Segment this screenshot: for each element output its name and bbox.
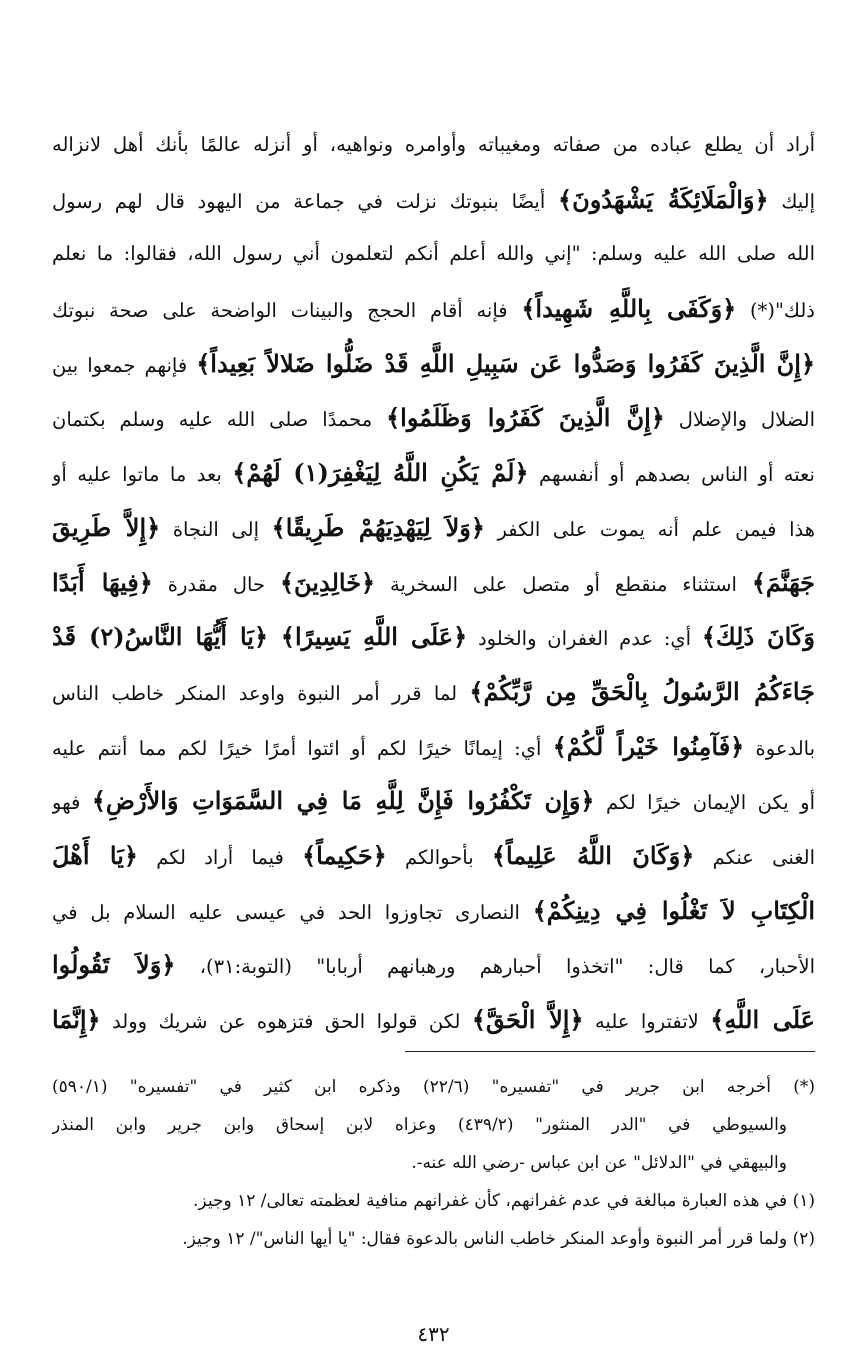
text-line <box>52 720 815 775</box>
text-line <box>52 337 815 392</box>
text-line <box>52 993 815 1048</box>
quran-verse: ﴿وَالْمَلَائِكَةُ يَشْهَدُونَ﴾ <box>558 184 769 214</box>
text-line <box>52 938 815 993</box>
text-line <box>52 118 815 173</box>
commentary-text: أو يكن الإيمان خيرًا لكم <box>594 791 815 815</box>
quran-verse: ﴿إِلاَّ طَرِيقَ <box>52 512 161 542</box>
commentary-text: لكن قولوا الحق فتزهوه عن شريك وولد <box>100 1010 472 1033</box>
commentary-text: حال مقدرة <box>152 572 280 596</box>
quran-verse: جَاءَكُمُ الرَّسُولُ بِالْحَقِّ مِن رَّبِّكُمْ﴾ <box>469 676 815 706</box>
text-line <box>52 501 815 556</box>
quran-verse: ﴿يَا أَهْلَ <box>52 840 138 870</box>
commentary-text: ذلك"(*) <box>736 299 815 323</box>
commentary-text: أي: إيمانًا خيرًا لكم أو ائتوا أمرًا خيرًا لكم مما أنتم عليه <box>52 736 553 760</box>
text-line <box>52 282 815 337</box>
quran-verse: ﴿وَكَفَى بِاللَّهِ شَهِيداً﴾ <box>521 294 737 324</box>
footnote-line: (*) أخرجه ابن جرير في "تفسيره" (٢٢/٦) وذكره ابن كثير في "تفسيره" (٥٩٠/١) <box>52 1077 815 1097</box>
quran-verse: ﴿حَكِيماً﴾ <box>302 840 387 870</box>
commentary-text: فإنهم جمعوا بين <box>52 353 197 377</box>
commentary-text: فهو <box>52 791 92 815</box>
commentary-text: استثناء منقطع أو متصل على السخرية <box>375 572 752 596</box>
commentary-text: أي: عدم الغفران والخلود <box>467 627 702 651</box>
footnote-line: (٢) ولما قرر أمر النبوة وأوعد المنكر خاطب الناس بالدعوة فقال: "يا أيها الناس"/ ١٢ وجيز. <box>182 1229 815 1249</box>
quran-verse: ﴿وَلاَ تَقُولُوا <box>52 950 176 980</box>
commentary-text: الضلال والإضلال <box>664 408 815 432</box>
text-line <box>52 829 815 884</box>
commentary-text: لما قرر أمر النبوة واوعد المنكر خاطب الناس <box>52 681 470 705</box>
quran-verse: ﴿وَكَانَ اللَّهُ عَلِيماً﴾ <box>491 840 695 870</box>
commentary-text: نعته أو الناس بصدهم أو أنفسهم <box>528 463 815 487</box>
footnote-line: والبيهقي في "الدلائل" عن ابن عباس -رضي الله عنه-. <box>411 1153 787 1173</box>
quran-verse: ﴿إِنَّمَا <box>52 1005 101 1034</box>
main-text <box>52 118 815 1048</box>
quran-verse: ﴿إِنَّ الَّذِينَ كَفَرُوا وَصَدُّوا عَن سَبِيلِ اللَّهِ قَدْ ضَلُّوا ضَلالاً بَعِيداً﴾ <box>196 348 815 378</box>
quran-verse: عَلَى اللَّهِ﴾ <box>710 1005 815 1034</box>
footnotes <box>52 1068 815 1258</box>
text-line <box>52 610 815 665</box>
commentary-text: النصارى تجاوزوا الحد في عيسى عليه السلام بل في <box>52 900 533 924</box>
footnote-separator <box>405 1051 815 1052</box>
quran-verse: ﴿خَالِدِينَ﴾ <box>279 567 376 597</box>
text-line <box>52 173 815 228</box>
text-line <box>52 446 815 501</box>
commentary-text: بأحوالكم <box>386 845 492 869</box>
quran-verse: ﴿فَآمِنُوا خَيْراً لَّكُمْ﴾ <box>552 731 745 761</box>
commentary-text: إليك <box>768 189 815 213</box>
quran-verse: ﴿إِنَّ الَّذِينَ كَفَرُوا وَظَلَمُوا﴾ <box>386 403 665 433</box>
commentary-text: الغنى عنكم <box>694 845 815 869</box>
quran-verse: وَكَانَ ذَلِكَ﴾ <box>701 622 815 652</box>
commentary-text: الأحبار، كما قال: "اتخذوا أحبارهم ورهبانهم أربابا" (التوبة:٣١)، <box>175 955 815 979</box>
commentary-text: بعد ما ماتوا عليه أو <box>52 463 233 487</box>
commentary-text: إلى النجاة <box>160 517 272 541</box>
commentary-text: بالدعوة <box>744 736 815 760</box>
quran-verse: الْكِتَابِ لاَ تَغْلُوا فِي دِينِكُمْ﴾ <box>532 895 815 925</box>
commentary-text: هذا فيمن علم أنه يموت على الكفر <box>484 517 815 541</box>
text-line <box>52 391 815 446</box>
commentary-text: أراد أن يطلع عباده من صفاته ومغيباته وأوامره ونواهيه، أو أنزله عالمًا بأنك أهل لانزاله <box>52 133 815 156</box>
commentary-text: الله صلى الله عليه وسلم: "إني والله أعلم أنكم لتعلمون أني رسول الله، فقالوا: ما نعلم <box>52 242 815 266</box>
page-number: ٤٣٢ <box>417 1322 450 1346</box>
quran-verse: ﴿وَإِن تَكْفُرُوا فَإِنَّ لِلَّهِ مَا فِي السَّمَوَاتِ وَالأَرْضِ﴾ <box>91 786 595 816</box>
text-line <box>52 227 815 282</box>
text-line <box>52 665 815 720</box>
quran-verse: ﴿إِلاَّ الْحَقَّ﴾ <box>471 1005 584 1034</box>
text-line <box>52 556 815 611</box>
text-line <box>52 774 815 829</box>
commentary-text: فإنه أقام الحجج والبينات الواضحة على صحة نبوتك <box>52 299 522 323</box>
text-line <box>52 884 815 939</box>
footnote-line: (١) في هذه العبارة مبالغة في عدم غفرانهم، كأن غفرانهم منافية لعظمته تعالى/ ١٢ وجيز. <box>193 1191 815 1211</box>
quran-verse: ﴿فِيهَا أَبَدًا <box>52 567 153 597</box>
commentary-text: فيما أراد لكم <box>137 845 303 869</box>
commentary-text: أيضًا بنبوتك نزلت في جماعة من اليهود قال لهم رسول <box>52 189 559 213</box>
footnote-line: والسيوطي في "الدر المنثور" (٤٣٩/٢) وعزاه لابن إسحاق وابن جرير وابن المنذر <box>52 1115 787 1135</box>
quran-verse: ﴿وَلاَ لِيَهْدِيَهُمْ طَرِيقًا﴾ <box>271 512 485 542</box>
commentary-text: لاتفتروا عليه <box>583 1010 711 1033</box>
quran-verse: ﴿لَمْ يَكُنِ اللَّهُ لِيَغْفِرَ(١) لَهُمْ﴾ <box>232 458 529 488</box>
quran-verse: جَهَنَّمَ﴾ <box>751 567 815 597</box>
commentary-text: محمدًا صلى الله عليه وسلم بكتمان <box>52 408 387 432</box>
quran-verse: ﴿عَلَى اللَّهِ يَسِيرًا﴾ ﴿يَا أَيُّهَا النَّاسُ(٢) قَدْ <box>52 622 468 652</box>
